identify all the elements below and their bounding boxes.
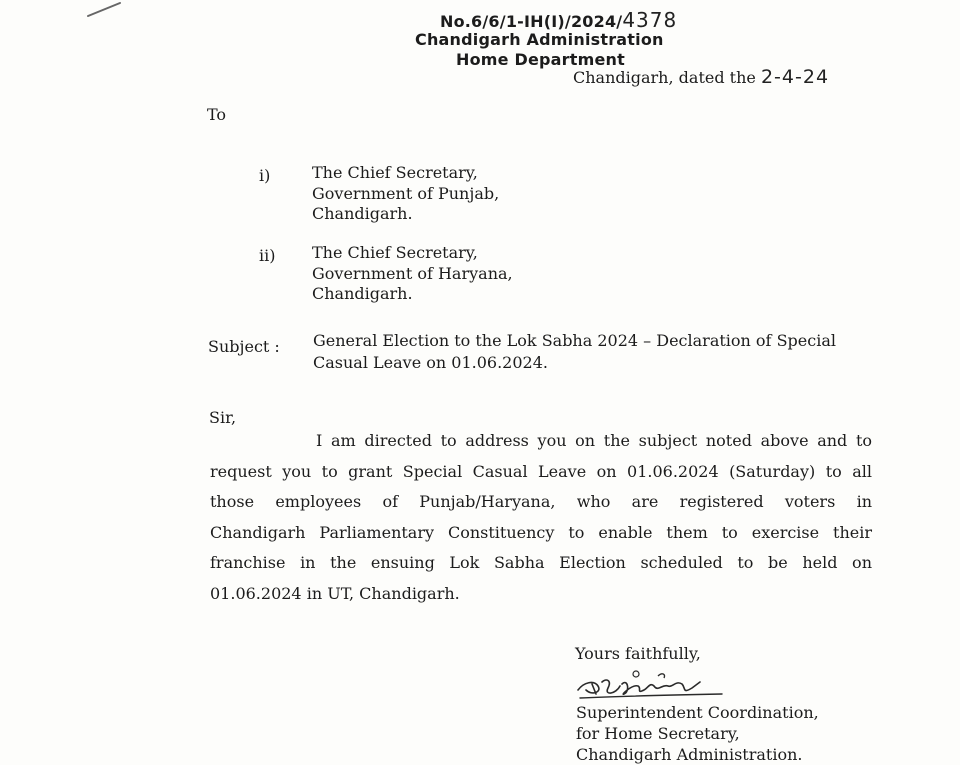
reference-number bbox=[440, 8, 677, 32]
address-line: Chandigarh. bbox=[312, 284, 413, 303]
signatory-line: Superintendent Coordination, bbox=[576, 703, 819, 722]
signatory-block bbox=[576, 702, 819, 765]
subject-label: Subject : bbox=[208, 337, 280, 356]
subject-text bbox=[313, 330, 836, 374]
signature-icon bbox=[572, 664, 732, 704]
recipient-numeral: i) bbox=[259, 166, 271, 185]
date-handwritten: 2-4-24 bbox=[760, 66, 830, 88]
body-line: request you to grant Special Casual Leave on 01.06.2024 (Saturday) to all bbox=[210, 461, 872, 481]
body-line: I am directed to address you on the subject noted above and to bbox=[316, 431, 872, 450]
address-line: Government of Punjab, bbox=[312, 183, 500, 203]
body-line: Chandigarh Parliamentary Constituency to enable them to exercise their bbox=[210, 522, 872, 542]
pen-mark-icon bbox=[86, 0, 126, 22]
department-name: Home Department bbox=[456, 50, 625, 69]
subject-line: Casual Leave on 01.06.2024. bbox=[313, 353, 548, 372]
salutation: Sir, bbox=[209, 408, 237, 427]
signatory-line: Chandigarh Administration. bbox=[576, 745, 803, 764]
date-label: Chandigarh, dated the bbox=[573, 68, 756, 87]
body-line: those employees of Punjab/Haryana, who are registered voters in bbox=[210, 492, 872, 511]
body-line: 01.06.2024 in UT, Chandigarh. bbox=[210, 583, 460, 603]
recipient-numeral: ii) bbox=[259, 246, 276, 265]
to-label: To bbox=[207, 105, 227, 124]
address-line: Chandigarh. bbox=[312, 204, 413, 223]
body-line: franchise in the ensuing Lok Sabha Election scheduled to be held on bbox=[210, 553, 872, 572]
office-name: Chandigarh Administration bbox=[415, 30, 664, 49]
address-line: The Chief Secretary, bbox=[312, 163, 478, 182]
reference-handwritten: 4378 bbox=[622, 8, 678, 32]
subject-line: General Election to the Lok Sabha 2024 – Declaration of Special bbox=[313, 331, 836, 350]
date-line bbox=[573, 66, 829, 88]
address-line: Government of Haryana, bbox=[312, 263, 513, 283]
reference-printed: No.6/6/1-IH(I)/2024/ bbox=[440, 12, 623, 31]
recipient-address bbox=[312, 163, 499, 225]
signatory-line: for Home Secretary, bbox=[576, 724, 740, 743]
body-paragraph bbox=[210, 426, 872, 609]
recipient-address bbox=[312, 243, 513, 305]
valediction: Yours faithfully, bbox=[575, 644, 701, 663]
address-line: The Chief Secretary, bbox=[312, 243, 478, 262]
